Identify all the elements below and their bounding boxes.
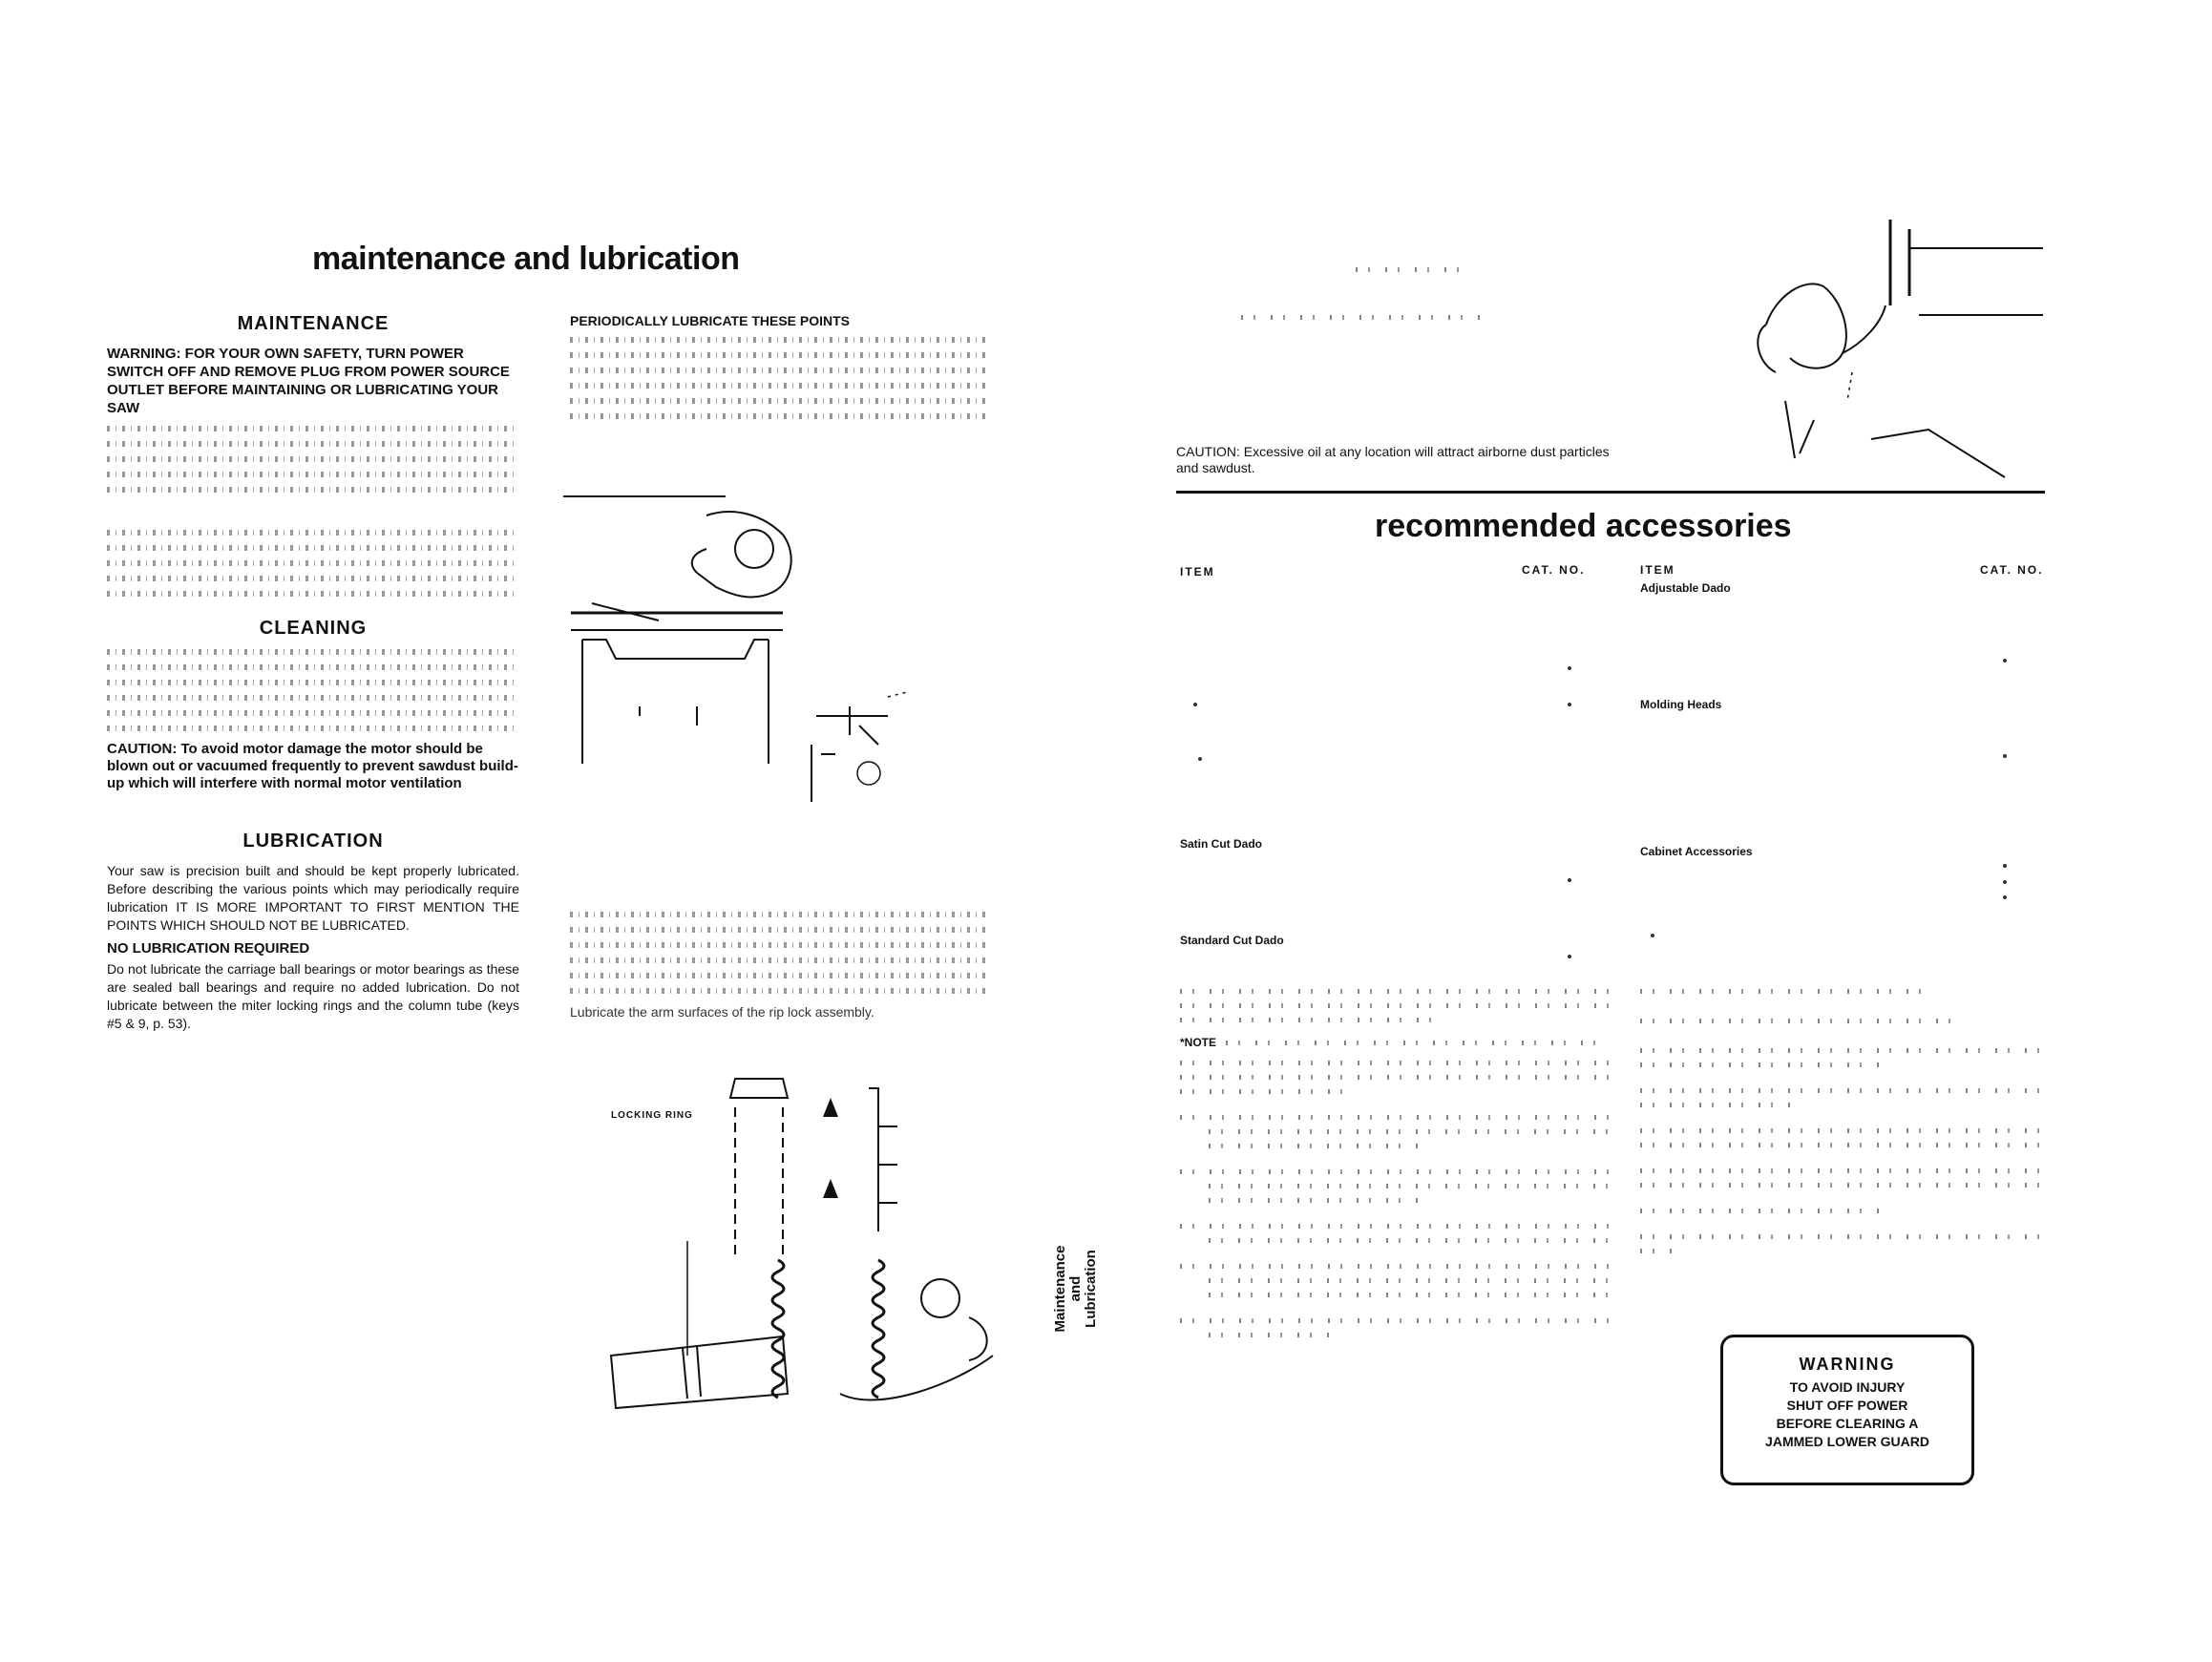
rip-lock-note: Lubricate the arm surfaces of the rip lock assembly. (570, 1004, 874, 1020)
warning-title: WARNING (1799, 1355, 1896, 1374)
illegible-text-block (107, 530, 519, 536)
faint-print (1640, 1143, 2041, 1147)
faint-print (1241, 315, 1489, 320)
faint-print (1640, 1168, 2041, 1173)
accessory-satin-cut-dado: Satin Cut Dado (1180, 837, 1262, 851)
faint-print (1226, 1041, 1610, 1045)
faint-mark (1198, 757, 1202, 761)
illegible-text-block (107, 649, 519, 655)
illegible-text-block (570, 988, 990, 994)
warning-line: TO AVOID INJURY (1789, 1379, 1906, 1395)
accessory-adjustable-dado: Adjustable Dado (1640, 581, 1731, 595)
illegible-text-block (107, 441, 519, 447)
faint-print (1640, 1062, 1881, 1067)
faint-mark (1568, 955, 1571, 958)
illegible-text-block (107, 487, 519, 493)
illegible-text-block (107, 710, 519, 716)
page-title: maintenance and lubrication (312, 241, 740, 277)
faint-mark (1193, 703, 1197, 706)
oil-caution: CAUTION: Excessive oil at any location will attract airborne dust particles and sawdust. (1176, 444, 1610, 475)
illegible-text-block (570, 942, 990, 948)
maintenance-heading: MAINTENANCE (237, 313, 390, 334)
illegible-text-block (107, 472, 519, 477)
faint-print (1209, 1278, 1610, 1283)
faint-print (1180, 1318, 1610, 1323)
faint-print (1209, 1184, 1610, 1189)
faint-mark (2003, 895, 2007, 899)
warning-box (1720, 1335, 1974, 1485)
illegible-text-block (570, 368, 990, 373)
faint-print (1640, 1183, 2041, 1188)
accessory-cabinet-accessories: Cabinet Accessories (1640, 845, 1753, 858)
illegible-text-block (570, 957, 990, 963)
faint-print (1180, 1224, 1610, 1229)
accessory-standard-cut-dado: Standard Cut Dado (1180, 934, 1284, 947)
cat-header-left: CAT. NO. (1522, 563, 1586, 577)
item-header-right: ITEM (1640, 563, 1675, 577)
no-lubrication-heading: NO LUBRICATION REQUIRED (107, 940, 310, 957)
cleaning-caution: CAUTION: To avoid motor damage the motor should be blown out or vacuumed frequently to prevent sawdust build-up which will interfere with normal motor ventilation (107, 741, 518, 791)
faint-mark (1651, 934, 1654, 937)
lubrication-intro: Your saw is precision built and should be kept properly lubricated. Before describing the various points which may periodically require lubrication IT IS MORE IMPORTANT TO FIRST MENTION THE POINTS WHICH SHOULD NOT BE LUBRICATED. (107, 863, 519, 933)
middle-lower-text (570, 903, 990, 1021)
faint-print (1180, 1003, 1610, 1008)
cleaning-heading: CLEANING (259, 618, 368, 639)
faint-mark (2003, 880, 2007, 884)
warning-line: BEFORE CLEARING A (1776, 1416, 1919, 1431)
faint-print (1640, 1128, 2041, 1133)
item-header-left: ITEM (1180, 565, 1215, 579)
accessories-notes-left (1180, 983, 1610, 1347)
faint-print (1209, 1198, 1423, 1203)
faint-print (1209, 1129, 1610, 1134)
faint-mark (1568, 703, 1571, 706)
faint-print (1180, 1089, 1352, 1094)
illegible-text-block (570, 383, 990, 389)
faint-print (1640, 1209, 1881, 1213)
accessory-molding-heads: Molding Heads (1640, 698, 1722, 711)
faint-mark (1568, 878, 1571, 882)
faint-mark (2003, 754, 2007, 758)
faint-print (1180, 1018, 1438, 1022)
lubrication-heading: LUBRICATION (242, 831, 384, 852)
middle-column (570, 313, 990, 429)
faint-mark (1568, 666, 1571, 670)
faint-print (1640, 1048, 2041, 1053)
faint-print (1640, 1234, 2041, 1239)
section-divider (1176, 491, 2045, 494)
note-label: *NOTE (1180, 1036, 1217, 1049)
column-tube-illustration (592, 1069, 1022, 1470)
no-lubrication-text: Do not lubricate the carriage ball bearings or motor bearings as these are sealed ball bearings and require no added lubrication. Do not lubricate between the miter locking rings and the column tube (keys #5 & 9, p. 53). (107, 961, 519, 1031)
faint-print (1640, 989, 1921, 994)
illegible-text-block (107, 726, 519, 731)
saw-carriage-illustration (563, 496, 993, 821)
illegible-text-block (570, 413, 990, 419)
illegible-text-block (107, 426, 519, 431)
cat-header-right: CAT. NO. (1980, 563, 2044, 577)
oiling-illustration (1680, 210, 2062, 477)
faint-mark (2003, 659, 2007, 663)
illegible-text-block (570, 337, 990, 343)
warning-line: SHUT OFF POWER (1786, 1398, 1908, 1413)
faint-print (1640, 1019, 1961, 1023)
faint-print (1180, 1061, 1610, 1065)
faint-print (1180, 1115, 1610, 1120)
faint-print (1180, 989, 1610, 994)
faint-print (1640, 1088, 2041, 1093)
illegible-text-block (107, 680, 519, 685)
illegible-text-block (107, 545, 519, 551)
faint-print (1209, 1293, 1610, 1297)
illegible-text-block (107, 664, 519, 670)
faint-mark (2003, 864, 2007, 868)
faint-print (1209, 1144, 1423, 1148)
periodically-heading: PERIODICALLY LUBRICATE THESE POINTS (570, 313, 850, 328)
warning-line: JAMMED LOWER GUARD (1765, 1434, 1929, 1449)
illegible-text-block (107, 695, 519, 701)
faint-print (1640, 1249, 1680, 1253)
illegible-text-block (570, 927, 990, 933)
illegible-text-block (107, 456, 519, 462)
illegible-text-block (570, 398, 990, 404)
left-column (107, 313, 519, 1033)
accessories-title: recommended accessories (1375, 508, 1792, 544)
accessories-notes-right (1640, 983, 2041, 1263)
faint-print (1180, 1264, 1610, 1269)
faint-print (1180, 1075, 1610, 1080)
maintenance-warning: WARNING: FOR YOUR OWN SAFETY, TURN POWER SWITCH OFF AND REMOVE PLUG FROM POWER SOURCE OUTLET BEFORE MAINTAINING OR LUBRICATING YOUR SAW (107, 346, 510, 416)
illegible-text-block (570, 973, 990, 978)
illegible-text-block (107, 591, 519, 597)
faint-print (1180, 1169, 1610, 1174)
illegible-text-block (570, 912, 990, 917)
faint-print (1356, 267, 1470, 272)
faint-print (1209, 1333, 1338, 1337)
illegible-text-block (570, 352, 990, 358)
illegible-text-block (107, 560, 519, 566)
illegible-text-block (107, 576, 519, 581)
side-tab-label: Maintenance and Lubrication (1052, 1245, 1099, 1333)
faint-print (1640, 1103, 1801, 1107)
locking-ring-label: LOCKING RING (611, 1110, 693, 1121)
faint-print (1209, 1238, 1610, 1243)
